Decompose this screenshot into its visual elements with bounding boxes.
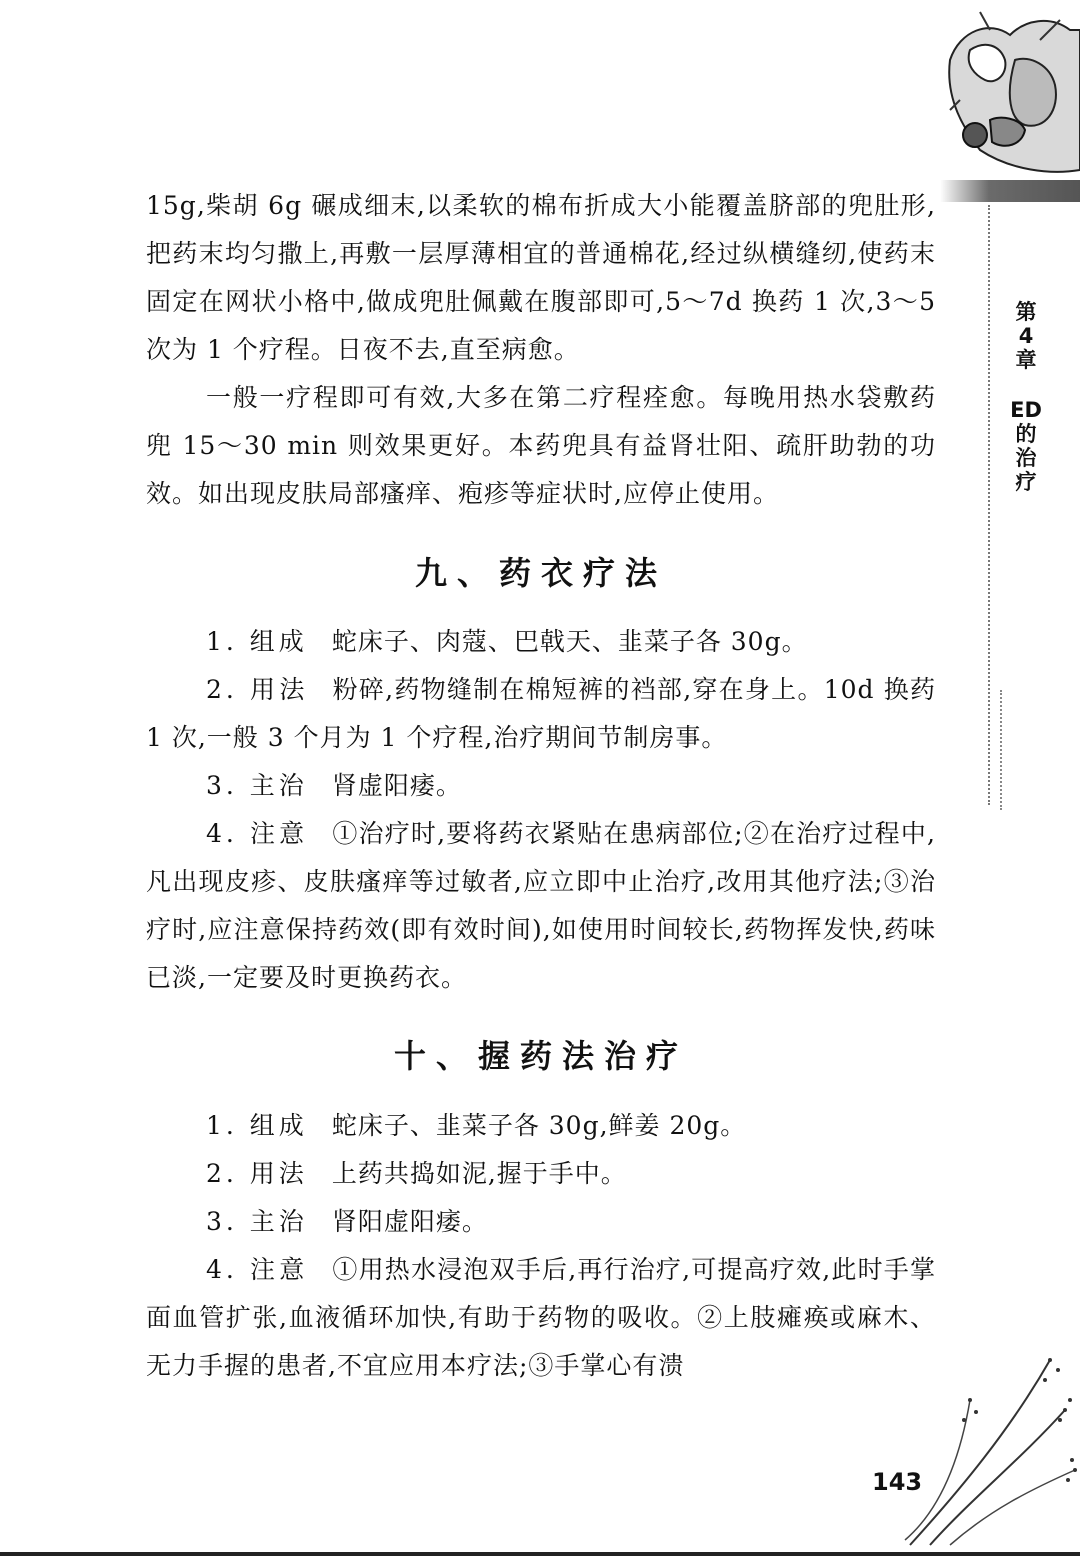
page-number: 143	[872, 1468, 923, 1496]
side-divider-short	[1000, 690, 1002, 810]
item-label: 2. 用法	[206, 1159, 308, 1188]
paragraph: 15g,柴胡 6g 碾成细末,以柔软的棉布折成大小能覆盖脐部的兜肚形,把药末均匀撒上,再敷一层厚薄相宜的普通棉花,经过纵横缝纫,使药末固定在网状小格中,做成兜肚佩戴在腹部即可,5～7d 换药 1 次,3～5 次为 1 个疗程。日夜不去,直至病愈。	[146, 191, 936, 364]
list-item	[146, 666, 936, 762]
chapter-char: 章	[1015, 348, 1037, 372]
item-text: 蛇床子、韭菜子各 30g,鲜姜 20g。	[331, 1111, 747, 1140]
grass-illustration	[900, 1340, 1080, 1550]
item-text: 粉碎,药物缝制在棉短裤的裆部,穿在身上。10d 换药 1 次,一般 3 个月为 1 个疗程,治疗期间节制房事。	[146, 675, 936, 752]
item-text: 肾阳虚阳痿。	[331, 1207, 488, 1236]
strongman-illustration	[930, 0, 1080, 190]
topic-char: 治	[1015, 446, 1037, 470]
item-text: 上药共捣如泥,握于手中。	[331, 1159, 627, 1188]
item-text: 蛇床子、肉蔻、巴戟天、韭菜子各 30g。	[331, 627, 808, 656]
item-text: ①治疗时,要将药衣紧贴在患病部位;②在治疗过程中,凡出现皮疹、皮肤瘙痒等过敏者,应立即中止治疗,改用其他疗法;③治疗时,应注意保持药效(即有效时间),如使用时间较长,药物挥发快,药味已淡,一定要及时更换药衣。	[146, 819, 936, 992]
corner-gradient-bar	[940, 180, 1080, 202]
list-item	[146, 1246, 936, 1390]
list-item	[146, 810, 936, 1002]
item-label: 3. 主治	[206, 1207, 308, 1236]
item-label: 3. 主治	[206, 771, 308, 800]
list-item	[146, 1198, 936, 1246]
item-label: 2. 用法	[206, 675, 309, 704]
item-text: 肾虚阳痿。	[331, 771, 462, 800]
bottom-rule	[0, 1552, 1080, 1556]
item-label: 1. 组成	[206, 1111, 308, 1140]
list-item	[146, 1150, 936, 1198]
side-divider	[988, 205, 990, 805]
section-heading: 九、药衣疗法	[414, 554, 667, 592]
chapter-char: 4	[1018, 324, 1034, 348]
section-heading: 十、握药法治疗	[393, 1037, 688, 1075]
topic-char: 疗	[1015, 470, 1037, 494]
chapter-char: 第	[1015, 300, 1037, 324]
chapter-tab	[1003, 300, 1049, 494]
main-text	[146, 182, 936, 1390]
item-label: 1. 组成	[206, 627, 308, 656]
list-item	[146, 1102, 936, 1150]
paragraph: 一般一疗程即可有效,大多在第二疗程痊愈。每晚用热水袋敷药兜 15～30 min 则效果更好。本药兜具有益肾壮阳、疏肝助勃的功效。如出现皮肤局部瘙痒、疱疹等症状时,应停止使用。	[146, 383, 936, 508]
list-item	[146, 618, 936, 666]
item-label: 4. 注意	[206, 819, 309, 848]
list-item	[146, 762, 936, 810]
topic-char: ED	[1010, 398, 1042, 422]
item-label: 4. 注意	[206, 1255, 309, 1284]
topic-char: 的	[1015, 422, 1037, 446]
item-text: ①用热水浸泡双手后,再行治疗,可提高疗效,此时手掌面血管扩张,血液循环加快,有助于药物的吸收。②上肢瘫痪或麻木、无力手握的患者,不宜应用本疗法;③手掌心有溃	[146, 1255, 936, 1380]
